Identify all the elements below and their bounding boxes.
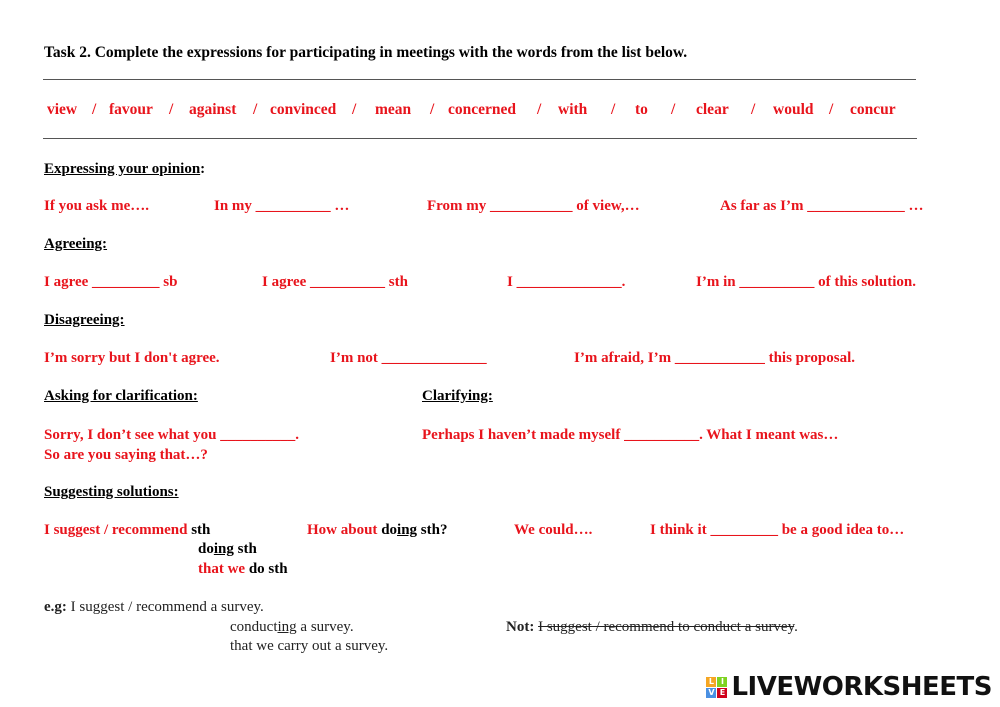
heading-agreeing: Agreeing: (44, 236, 108, 252)
logo-letter: V (708, 687, 715, 697)
agree-gap-item: I agree __________ sth (262, 274, 408, 290)
disagree-item: I’m sorry but I don't agree. (44, 350, 220, 366)
heading-opinion: Expressing your opinion: (44, 161, 206, 177)
word-separator: / (671, 101, 676, 118)
word-separator: / (751, 101, 756, 118)
agree-gap-item: I’m in __________ of this solution. (696, 274, 917, 290)
opinion-gap-item: From my ___________ of view,… (427, 198, 640, 214)
heading-asking-clarification: Asking for clarification: (44, 388, 198, 404)
heading-suggesting-solutions: Suggesting solutions: (44, 484, 179, 500)
logo-letter: I (717, 677, 727, 687)
word-separator: / (169, 101, 174, 118)
disagree-gap-item: I’m not ______________ (330, 350, 487, 366)
disagree-gap-item: I’m afraid, I’m ____________ this proposal. (574, 350, 855, 366)
example-line-2: conducting a survey. (230, 619, 354, 635)
word-item: concur (850, 101, 896, 118)
agree-gap-item: I agree _________ sb (44, 274, 178, 290)
suggest-that-item: that we do sth (198, 561, 288, 577)
word-separator: / (253, 101, 258, 118)
example-not: Not: I suggest / recommend to conduct a survey. (506, 619, 798, 635)
clarification-gap-item: Sorry, I don’t see what you __________. (44, 427, 300, 443)
opinion-gap-item: As far as I’m _____________ … (720, 198, 924, 214)
word-item: with (558, 101, 588, 118)
word-separator: / (430, 101, 435, 118)
word-item: to (635, 101, 648, 118)
logo-letter: E (717, 688, 727, 698)
opinion-gap-item: In my __________ … (214, 198, 350, 214)
we-could-item: We could…. (514, 522, 593, 538)
logo-letter: L (706, 677, 716, 687)
word-separator: / (352, 101, 357, 118)
word-separator: / (611, 101, 616, 118)
clarifying-gap-item: Perhaps I haven’t made myself __________. What I meant was… (422, 427, 839, 443)
word-separator: / (829, 101, 834, 118)
word-item: convinced (270, 101, 337, 118)
word-item: clear (696, 101, 729, 118)
heading-clarifying: Clarifying: (422, 388, 493, 404)
word-item: against (189, 101, 237, 118)
clarification-item: So are you saying that…? (44, 447, 208, 463)
opinion-item: If you ask me…. (44, 198, 150, 214)
word-item: favour (109, 101, 153, 118)
logo-text: LIVEWORKSHEETS (731, 672, 992, 702)
word-item: mean (375, 101, 412, 118)
divider-bottom (43, 138, 917, 139)
suggest-item: I suggest / recommend sth (44, 522, 211, 538)
suggest-doing-item: doing sth (198, 541, 257, 557)
heading-disagreeing: Disagreeing: (44, 312, 125, 328)
think-gap-item: I think it _________ be a good idea to… (650, 522, 905, 538)
example-line-1: e.g: I suggest / recommend a survey. (44, 599, 264, 615)
agree-gap-item: I ______________. (507, 274, 626, 290)
logo-mark-icon (706, 677, 727, 698)
word-separator: / (92, 101, 97, 118)
divider-top (43, 79, 916, 80)
how-about-item: How about doing sth? (307, 522, 448, 538)
example-line-3: that we carry out a survey. (230, 638, 389, 654)
liveworksheets-logo (706, 672, 992, 702)
task-title: Task 2. Complete the expressions for participating in meetings with the words from the list below. (44, 44, 688, 61)
word-separator: / (537, 101, 542, 118)
word-item: view (47, 101, 78, 118)
word-item: concerned (448, 101, 517, 118)
word-item: would (773, 101, 814, 118)
